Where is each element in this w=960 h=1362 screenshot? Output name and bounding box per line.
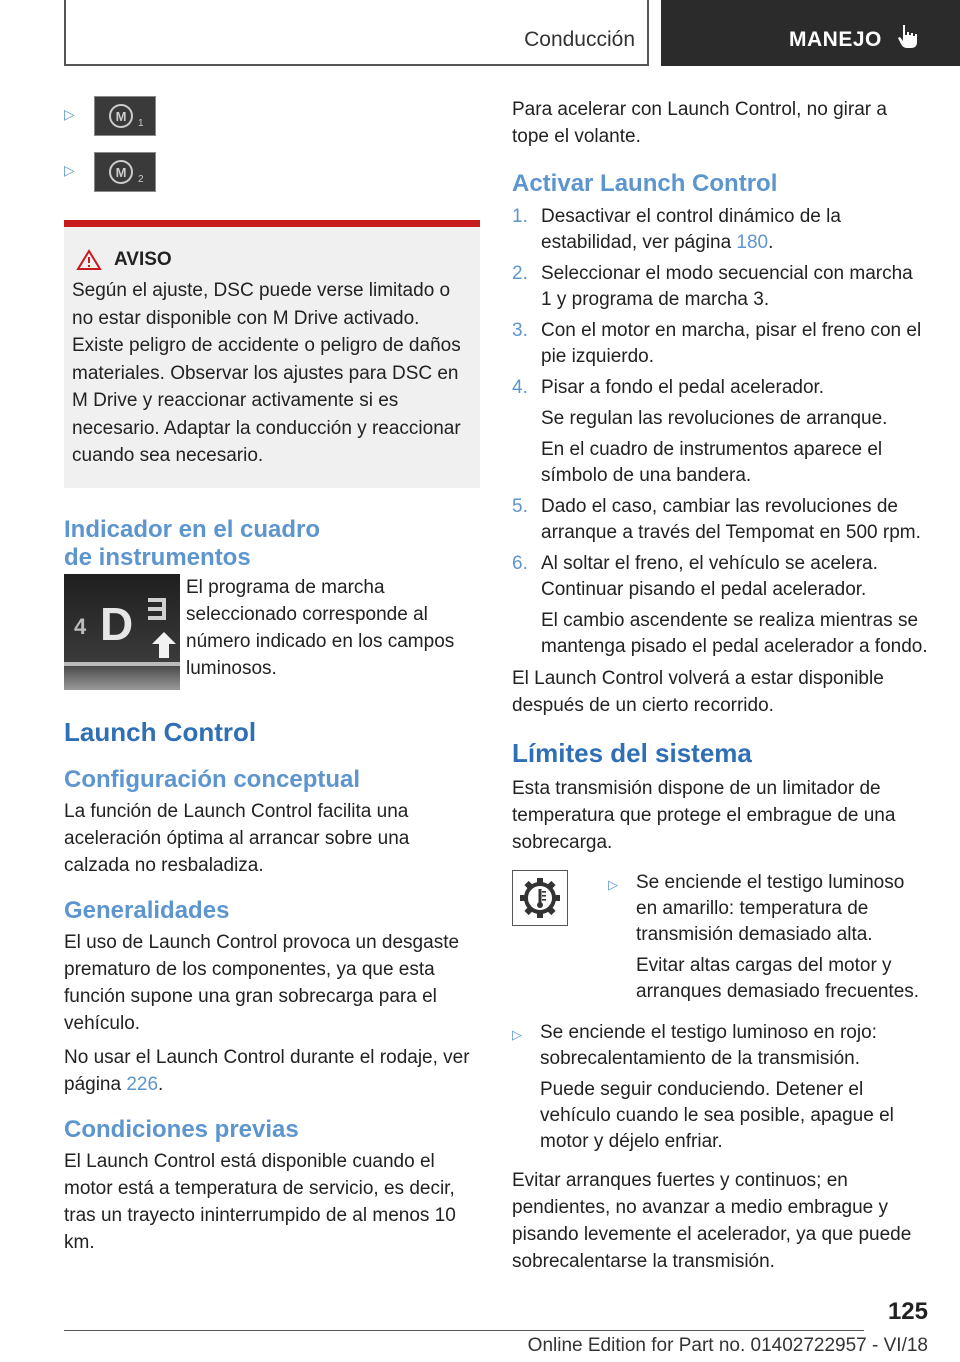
indicator-heading <box>64 516 480 572</box>
svg-text:4: 4 <box>74 613 87 639</box>
mode-m2-item <box>64 152 480 208</box>
step-6: 6. Al soltar el freno, el vehículo se acelera. Continuar pisando el pedal acelerador. El cambio ascendente se realiza mientras se mantenga pisado el pedal acelerador a fondo. <box>512 553 928 657</box>
step-5: 5. Dado el caso, cambiar las revoluciones de arranque a través del Tempomat en 500 rpm. <box>512 496 921 543</box>
page-header <box>64 0 960 66</box>
general-text-2: No usar el Launch Control durante el rodaje, ver página 226. <box>64 1046 470 1095</box>
activate-heading: Activar Launch Control <box>512 170 778 197</box>
step-2: 2. Seleccionar el modo secuencial con marcha 1 y programa de marcha 3. <box>512 263 913 310</box>
indicator-heading-line1: Indicador en el cuadro <box>64 515 321 543</box>
activation-steps <box>512 204 928 660</box>
bullet-triangle-icon: ▷ <box>64 106 75 122</box>
m2-button-icon <box>94 152 156 192</box>
general-text-1: El uso de Launch Control provoca un desgaste prematuro de los componentes, ya que esta función supone una gran sobrecarga para el vehículo. <box>64 931 460 1034</box>
mode-m1-item <box>64 96 480 152</box>
section-tab <box>64 0 649 66</box>
warning-box <box>64 220 480 488</box>
step-1: 1. Desactivar el control dinámico de la estabilidad, ver página 180. <box>512 206 841 253</box>
footer-divider <box>64 1330 864 1331</box>
limits-heading: Límites del sistema <box>512 738 752 768</box>
warning-title: AVISO <box>114 249 172 270</box>
chapter-title: MANEJO <box>789 28 882 51</box>
svg-text:M: M <box>115 109 127 124</box>
svg-text:M: M <box>115 165 127 180</box>
page-link-226[interactable]: 226 <box>126 1073 159 1095</box>
conditions-heading: Condiciones previas <box>64 1115 299 1143</box>
svg-text:2: 2 <box>138 174 144 185</box>
bullet-triangle-icon: ▷ <box>608 877 618 892</box>
concept-heading: Configuración conceptual <box>64 765 361 793</box>
gear-indicator-image <box>64 574 180 690</box>
limit-item-yellow: ▷ Se enciende el testigo luminoso en amarillo: temperatura de transmisión demasiado alta. Evitar altas cargas del motor y arranques demasiado frecuentes. <box>608 870 928 1005</box>
svg-text:D: D <box>100 597 134 650</box>
limit-item-red: ▷ Se enciende el testigo luminoso en rojo: sobrecalentamiento de la transmisión. Puede seguir conduciendo. Detener el vehículo cuando le sea posible, apague el motor y déjelo enfriar. <box>512 1020 928 1155</box>
page-link-180[interactable]: 180 <box>736 232 769 253</box>
bullet-triangle-icon: ▷ <box>512 1027 522 1042</box>
bullet-triangle-icon: ▷ <box>64 162 75 178</box>
footer-edition: Online Edition for Part no. 01402722957 - VI/18 <box>527 1335 928 1356</box>
indicator-text: El programa de marcha seleccionado corresponde al número indicado en los campos luminosos. <box>186 576 455 679</box>
svg-text:1: 1 <box>138 118 144 129</box>
page-number: 125 <box>887 1298 928 1325</box>
closing-text: Evitar arranques fuertes y continuos; en pendientes, no avanzar a medio embrague y pisando levemente el acelerador, ya que puede sobrecalentarse la transmisión. <box>512 1170 912 1272</box>
after-steps-text: El Launch Control volverá a estar disponible después de un cierto recorrido. <box>512 668 884 716</box>
intro-text: Para acelerar con Launch Control, no girar a tope el volante. <box>512 99 887 147</box>
section-title: Conducción <box>524 28 635 51</box>
m1-button-icon <box>94 96 156 136</box>
indicator-section <box>64 516 480 690</box>
warning-triangle-icon <box>76 249 102 271</box>
launch-control-title: Launch Control <box>64 716 257 747</box>
left-column <box>64 96 480 1263</box>
concept-text: La función de Launch Control facilita una aceleración óptima al arrancar sobre una calzada no resbaladiza. <box>64 800 410 876</box>
right-column <box>512 96 928 1282</box>
indicator-heading-line2: de instrumentos <box>64 543 251 571</box>
general-heading: Generalidades <box>64 896 230 924</box>
warning-text: Según el ajuste, DSC puede verse limitado o no estar disponible con M Drive activado. Existe peligro de accidente o peligro de daños materiales. Observar los ajustes para DSC en M Drive y reaccionar activamente si es necesario. Adaptar la conducción y reaccionar cuando sea necesario. <box>72 280 461 466</box>
limit-yellow-row <box>512 870 928 1010</box>
limits-text: Esta transmisión dispone de un limitador de temperatura que protege el embrague de una sobrecarga. <box>512 778 896 853</box>
step-3: 3. Con el motor en marcha, pisar el freno con el pie izquierdo. <box>512 320 922 367</box>
step-4: 4. Pisar a fondo el pedal acelerador. Se regulan las revoluciones de arranque. En el cuadro de instrumentos aparece el símbolo de una bandera. <box>512 377 888 486</box>
conditions-text: El Launch Control está disponible cuando el motor está a temperatura de servicio, es decir, tras un trayecto ininterrumpido de al menos 10 km. <box>64 1150 456 1253</box>
hand-pointer-icon <box>894 22 922 50</box>
transmission-temperature-icon <box>512 870 568 926</box>
warning-heading <box>72 249 474 271</box>
chapter-tab <box>661 0 960 66</box>
